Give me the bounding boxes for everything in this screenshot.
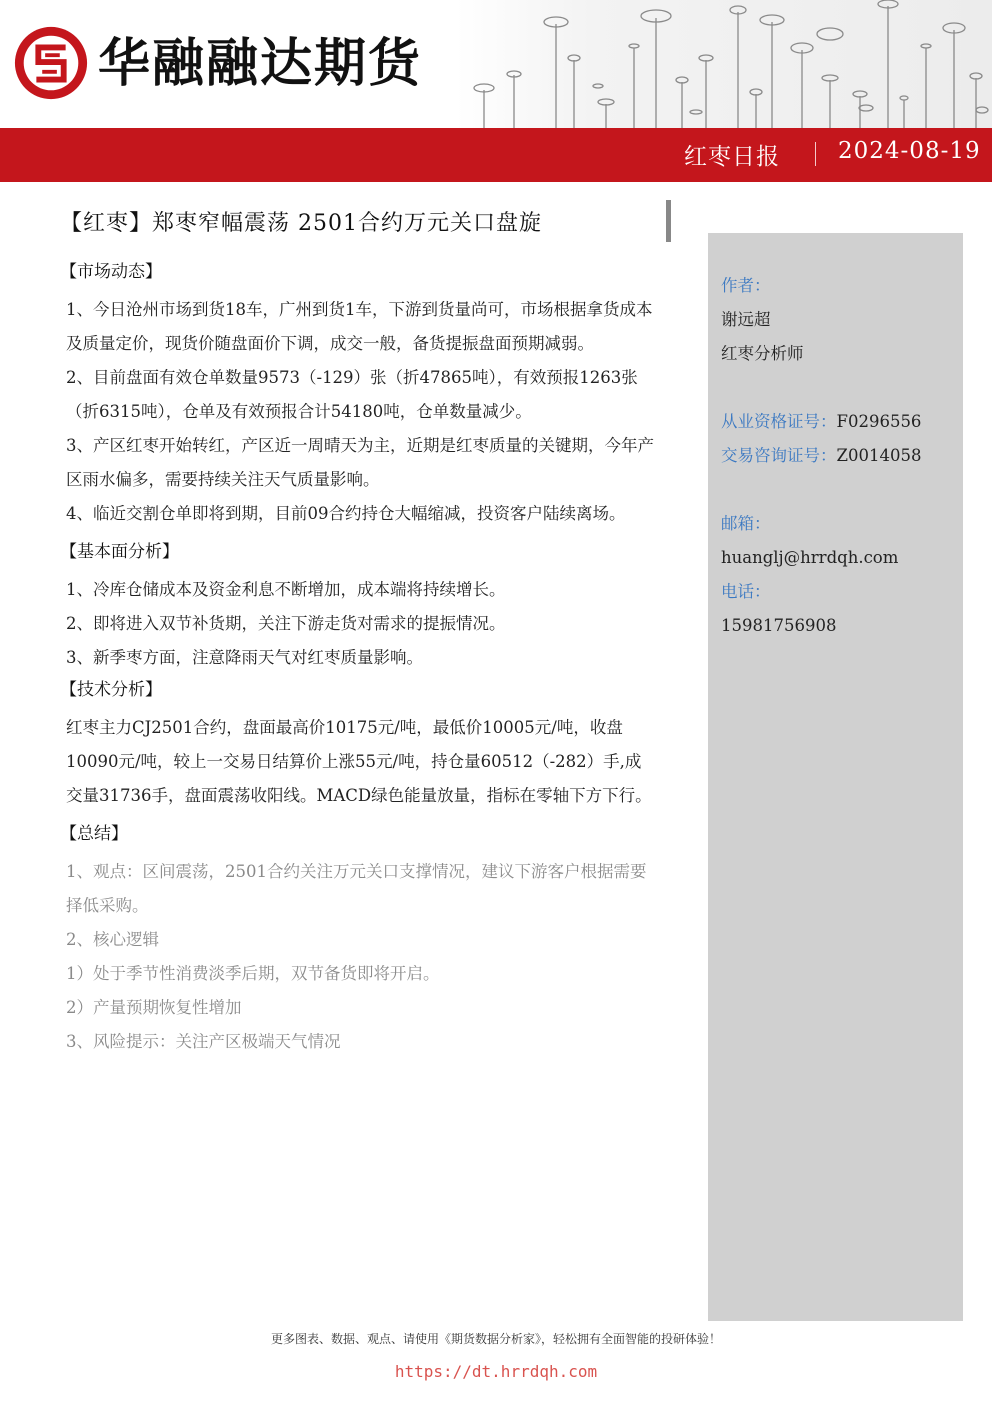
license-number: F0296556 xyxy=(836,412,922,431)
section-market-dynamics xyxy=(60,257,656,531)
report-date: 2024-08-19 xyxy=(838,138,981,164)
license-label: 从业资格证号： xyxy=(721,412,837,431)
header xyxy=(0,0,992,130)
license-row xyxy=(721,405,961,439)
paragraph: 3、新季枣方面，注意降雨天气对红枣质量影响。 xyxy=(66,648,423,667)
paragraph: 2、核心逻辑 xyxy=(66,930,159,949)
section-heading: 【基本面分析】 xyxy=(60,542,179,562)
article-title: 【红枣】郑枣窄幅震荡 2501合约万元关口盘旋 xyxy=(60,211,542,236)
article-body xyxy=(60,200,656,1059)
author-label: 作者： xyxy=(721,276,771,295)
consult-row xyxy=(721,439,961,473)
paragraph: 1、冷库仓储成本及资金利息不断增加，成本端将持续增长。 xyxy=(66,580,506,599)
phone-label: 电话： xyxy=(721,582,771,601)
section-fundamental-analysis xyxy=(60,537,656,675)
paragraph: 3、风险提示：关注产区极端天气情况 xyxy=(66,1032,341,1051)
paragraph: 2、即将进入双节补货期，关注下游走货对需求的提振情况。 xyxy=(66,614,506,633)
section-summary xyxy=(60,819,656,1059)
company-logo-icon xyxy=(12,24,90,102)
author-info xyxy=(721,269,961,643)
author-name: 谢远超 xyxy=(721,310,771,329)
section-heading: 【总结】 xyxy=(60,824,128,844)
title-separator xyxy=(815,142,816,166)
scroll-indicator xyxy=(666,200,671,242)
paragraph: 1、观点：区间震荡，2501合约关注万元关口支撑情况，建议下游客户根据需要择低采购。 xyxy=(66,862,647,915)
email-value[interactable]: huanglj@hrrdqh.com xyxy=(721,548,899,567)
paragraph: 2）产量预期恢复性增加 xyxy=(66,998,242,1017)
paragraph: 3、产区红枣开始转红，产区近一周晴天为主，近期是红枣质量的关键期，今年产区雨水偏多，需要持续关注天气质量影响。 xyxy=(66,436,654,489)
email-label: 邮箱： xyxy=(721,514,771,533)
phone-value: 15981756908 xyxy=(721,616,837,635)
section-heading: 【市场动态】 xyxy=(60,262,162,282)
footer-promo: 更多图表、数据、观点、请使用《期货数据分析家》，轻松拥有全面智能的投研体验！ xyxy=(270,1332,721,1346)
paragraph: 4、临近交割仓单即将到期，目前09合约持仓大幅缩减，投资客户陆续离场。 xyxy=(66,504,626,523)
company-name: 华融融达期货 xyxy=(98,34,423,94)
author-title: 红枣分析师 xyxy=(721,344,804,363)
section-technical-analysis xyxy=(60,675,656,813)
paragraph: 2、目前盘面有效仓单数量9573（-129）张（折47865吨），有效预报1263张（折6315吨），仓单及有效预报合计54180吨，仓单数量减少。 xyxy=(66,368,638,421)
footer-link[interactable]: https://dt.hrrdqh.com xyxy=(394,1362,598,1381)
section-heading: 【技术分析】 xyxy=(60,680,162,700)
paragraph: 1、今日沧州市场到货18车，广州到货1车，下游到货量尚可，市场根据拿货成本及质量定价，现货价随盘面价下调，成交一般，备货提振盘面预期减弱。 xyxy=(66,300,653,353)
consult-label: 交易咨询证号： xyxy=(721,446,837,465)
author-sidebar xyxy=(708,233,963,1321)
consult-number: Z0014058 xyxy=(836,446,922,465)
decorative-pattern xyxy=(456,0,992,130)
paragraph: 1）处于季节性消费淡季后期，双节备货即将开启。 xyxy=(66,964,440,983)
paragraph: 红枣主力CJ2501合约，盘面最高价10175元/吨，最低价10005元/吨，收盘10090元/吨，较上一交易日结算价上涨55元/吨，持仓量60512（-282）手,成交量31736手，盘面震荡收阳线。MACD绿色能量放量，指标在零轴下方下行。 xyxy=(66,718,652,805)
report-type: 红枣日报 xyxy=(684,144,780,170)
